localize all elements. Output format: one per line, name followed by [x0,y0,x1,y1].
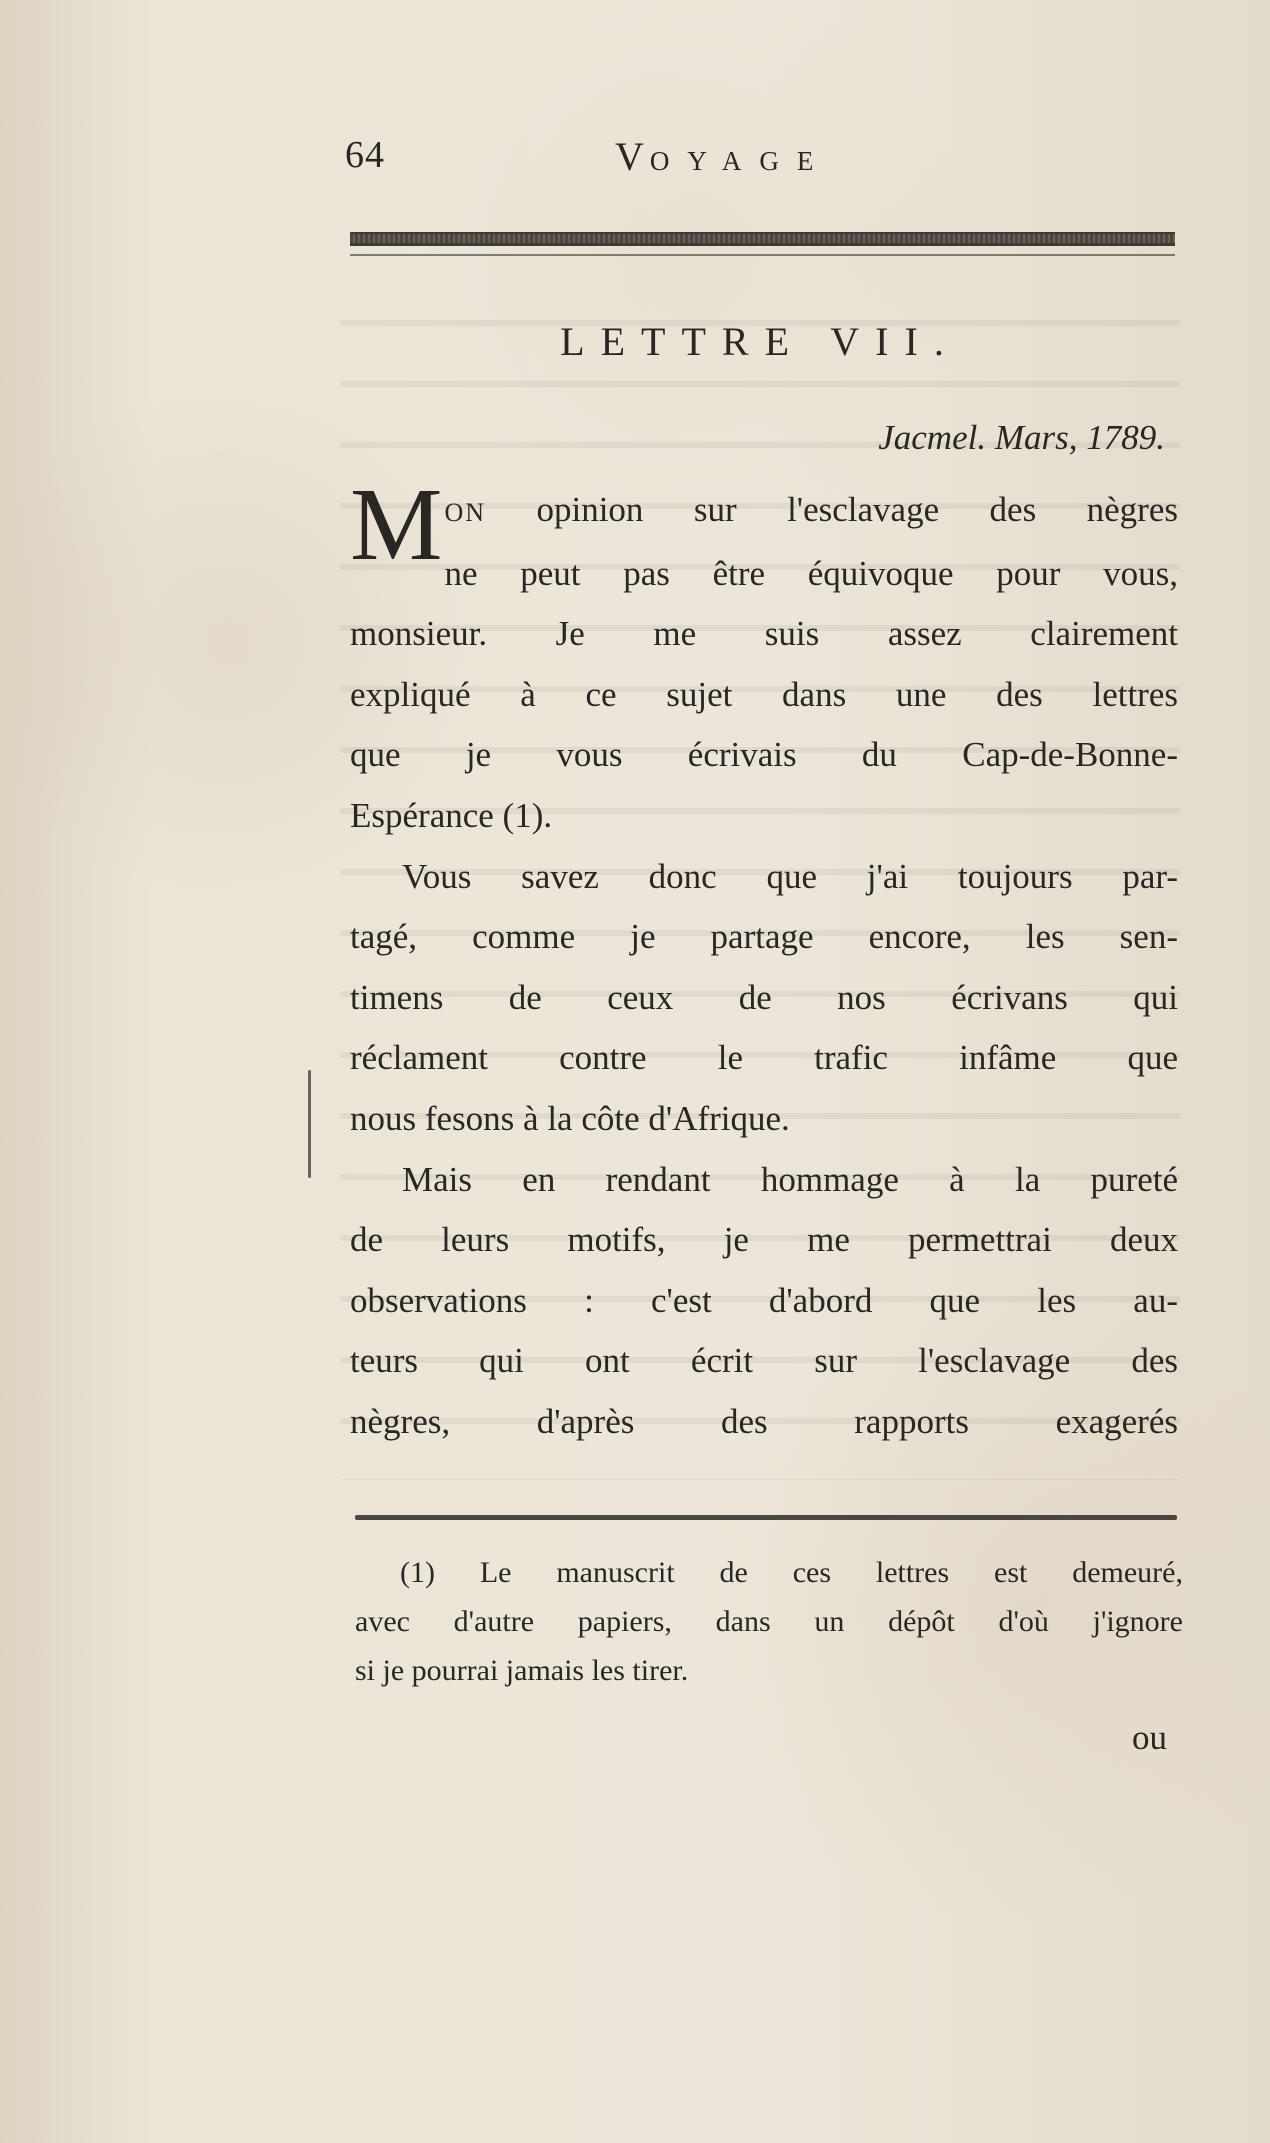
footnote-line: si je pourrai jamais les tirer. [355,1654,689,1687]
body-line: expliqué à ce sujet dans une des lettres [350,674,1178,714]
margin-pencil-mark [308,1070,311,1178]
body-line: teurs qui ont écrit sur l'esclavage des [350,1341,1178,1381]
letter-title: LETTRE VII. [560,319,960,364]
footnote-rule [355,1515,1177,1520]
body-line: observations : c'est d'abord que les au- [350,1280,1178,1320]
body-line: nous fesons à la côte d'Afrique. [350,1098,790,1138]
footnote [355,1548,1183,1695]
header-thin-rule [350,254,1175,256]
dateline: Jacmel. Mars, 1789. [878,418,1165,457]
body-line: ne peut pas être équivoque pour vous, [444,553,1178,593]
running-head [615,133,831,180]
body-line: que je vous écrivais du Cap-de-Bonne- [350,735,1178,775]
header-ornamental-rule [350,232,1175,246]
running-head-smallcaps: OYAGE [649,146,832,176]
catchword: ou [1132,1718,1167,1757]
body-line [350,480,1178,544]
body-text [350,467,1178,1453]
body-line: de leurs motifs, je me permettrai deux [350,1220,1178,1260]
body-line: monsieur. Je me suis assez clairement [350,614,1178,654]
body-line: réclament contre le trafic infâme que [350,1038,1178,1078]
body-line: Espérance (1). [350,795,553,835]
first-word-smallcaps: ON [444,498,487,527]
body-line: Mais en rendant hommage à la pureté [402,1159,1178,1199]
footnote-line: avec d'autre papiers, dans un dépôt d'où j'ignore [355,1605,1183,1638]
body-line: tagé, comme je partage encore, les sen- [350,917,1178,957]
body-line: nègres, d'après des rapports exagerés [350,1401,1178,1441]
page-number: 64 [345,134,385,176]
footnote-line: (1) Le manuscrit de ces lettres est demeuré, [400,1556,1183,1589]
body-line: timens de ceux de nos écrivans qui [350,977,1178,1017]
page-header [345,133,1175,183]
running-head-capital: V [615,134,650,179]
body-line-text: opinion sur l'esclavage des nègres [536,490,1178,529]
body-line: Vous savez donc que j'ai toujours par- [402,856,1178,896]
drop-capital: M [350,467,443,582]
